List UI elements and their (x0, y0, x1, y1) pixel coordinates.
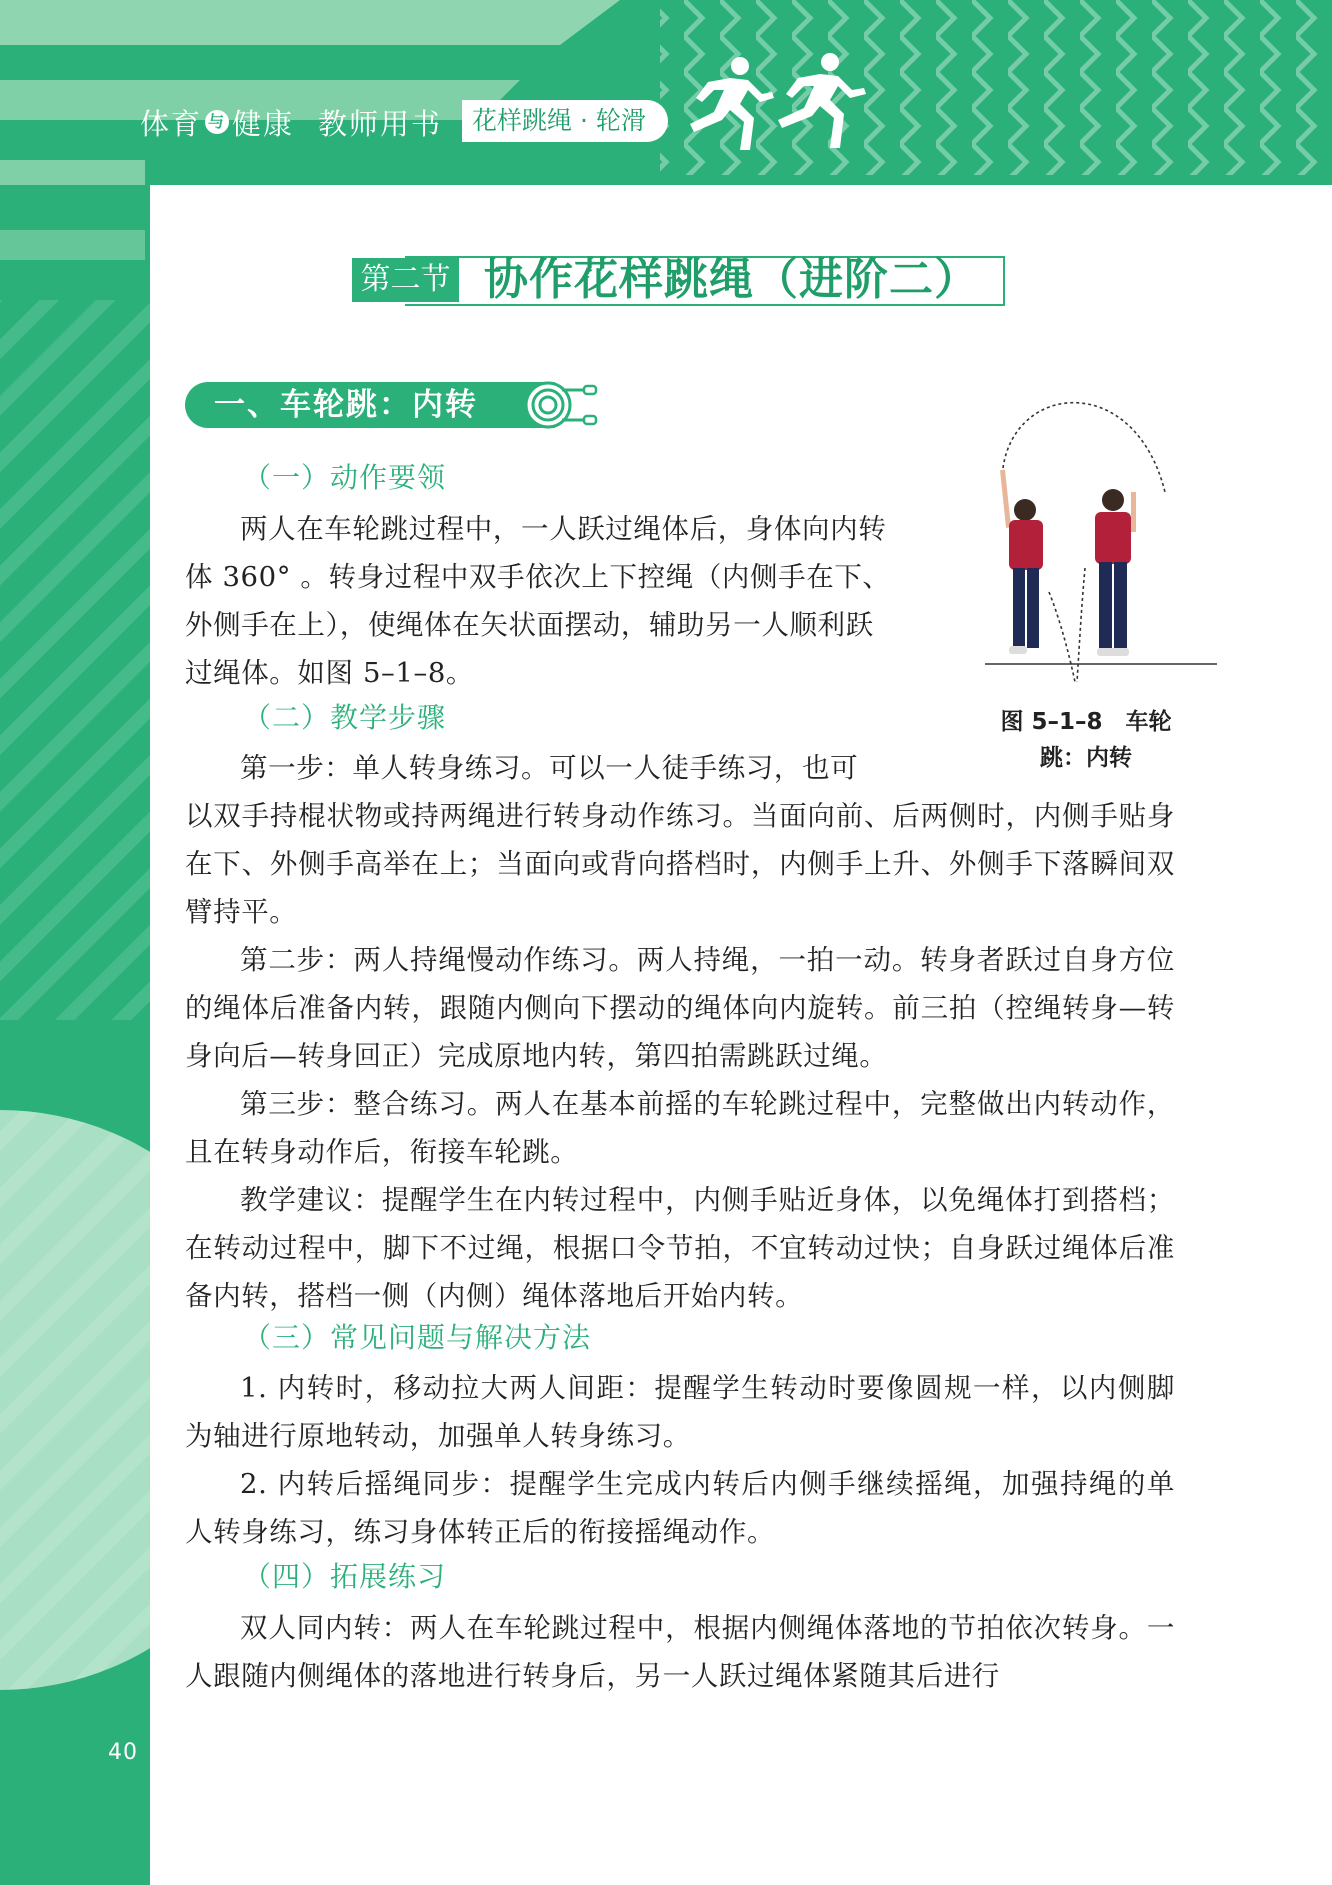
book-title: 体育 与 健康 教师用书 (140, 102, 442, 142)
topic-tag: 花样跳绳 · 轮滑 (462, 100, 668, 142)
section-title: 协作花样跳绳（进阶二） (484, 254, 979, 305)
paragraph: 1. 内转时，移动拉大两人间距：提醒学生转动时要像圆规一样，以内侧脚为轴进行原地转动，加强单人转身练习。 (185, 1372, 1175, 1452)
subheading-4: （四）拓展练习 (243, 1560, 447, 1593)
subheading-3: （三）常见问题与解决方法 (243, 1321, 592, 1354)
subheading-1: （一）动作要领 (243, 461, 447, 494)
paragraph: 第三步：整合练习。两人在基本前摇的车轮跳过程中，完整做出内转动作，且在转身动作后，衔接车轮跳。 (185, 1088, 1175, 1168)
figure-image (985, 392, 1217, 688)
paragraph: 第二步：两人持绳慢动作练习。两人持绳，一拍一动。转身者跃过自身方位的绳体后准备内转，跟随内侧向下摆动的绳体向内旋转。前三拍（控绳转身—转身向后—转身回正）完成原地内转，第四拍需跳跃过绳。 (185, 944, 1175, 1072)
paragraph: 两人在车轮跳过程中，一人跃过绳体后，身体向内转 (240, 513, 887, 545)
book-type: 教师用书 (318, 106, 443, 141)
paragraph: 2. 内转后摇绳同步：提醒学生完成内转后内侧手继续摇绳，加强持绳的单人转身练习，练习身体转正后的衔接摇绳动作。 (185, 1468, 1175, 1548)
paragraph: 体 360° 。转身过程中双手依次上下控绳（内侧手在下、 (185, 561, 891, 593)
section-label: 第二节 (352, 258, 459, 302)
paragraph: 双人同内转：两人在车轮跳过程中，根据内侧绳体落地的节拍依次转身。一人跟随内侧绳体的落地进行转身后，另一人跃过绳体紧随其后进行 (185, 1612, 1175, 1692)
paragraph: 教学建议：提醒学生在内转过程中，内侧手贴近身体，以免绳体打到搭档；在转动过程中，脚下不过绳，根据口令节拍，不宜转动过快；自身跃过绳体后准备内转，搭档一侧（内侧）绳体落地后开始内转。 (185, 1184, 1175, 1312)
subheading-2: （二）教学步骤 (243, 701, 447, 734)
page-number: 40 (108, 1740, 138, 1765)
jump-rope-icon (522, 380, 602, 430)
paragraph: 第一步：单人转身练习。可以一人徒手练习，也可 (240, 752, 859, 784)
runners-icon (670, 52, 880, 162)
heading-1: 一、车轮跳：内转 (214, 387, 478, 423)
paragraph: 以双手持棍状物或持两绳进行转身动作练习。当面向前、后两侧时，内侧手贴身在下、外侧手高举在上；当面向或背向搭档时，内侧手上升、外侧手下落瞬间双臂持平。 (185, 800, 1175, 928)
and-badge: 与 (205, 110, 229, 134)
figure-caption: 图 5–1–8 车轮 跳：内转 (1000, 709, 1172, 771)
paragraph: 外侧手在上），使绳体在矢状面摆动，辅助另一人顺利跃 (185, 609, 874, 641)
paragraph: 过绳体。如图 5–1–8。 (185, 657, 475, 689)
